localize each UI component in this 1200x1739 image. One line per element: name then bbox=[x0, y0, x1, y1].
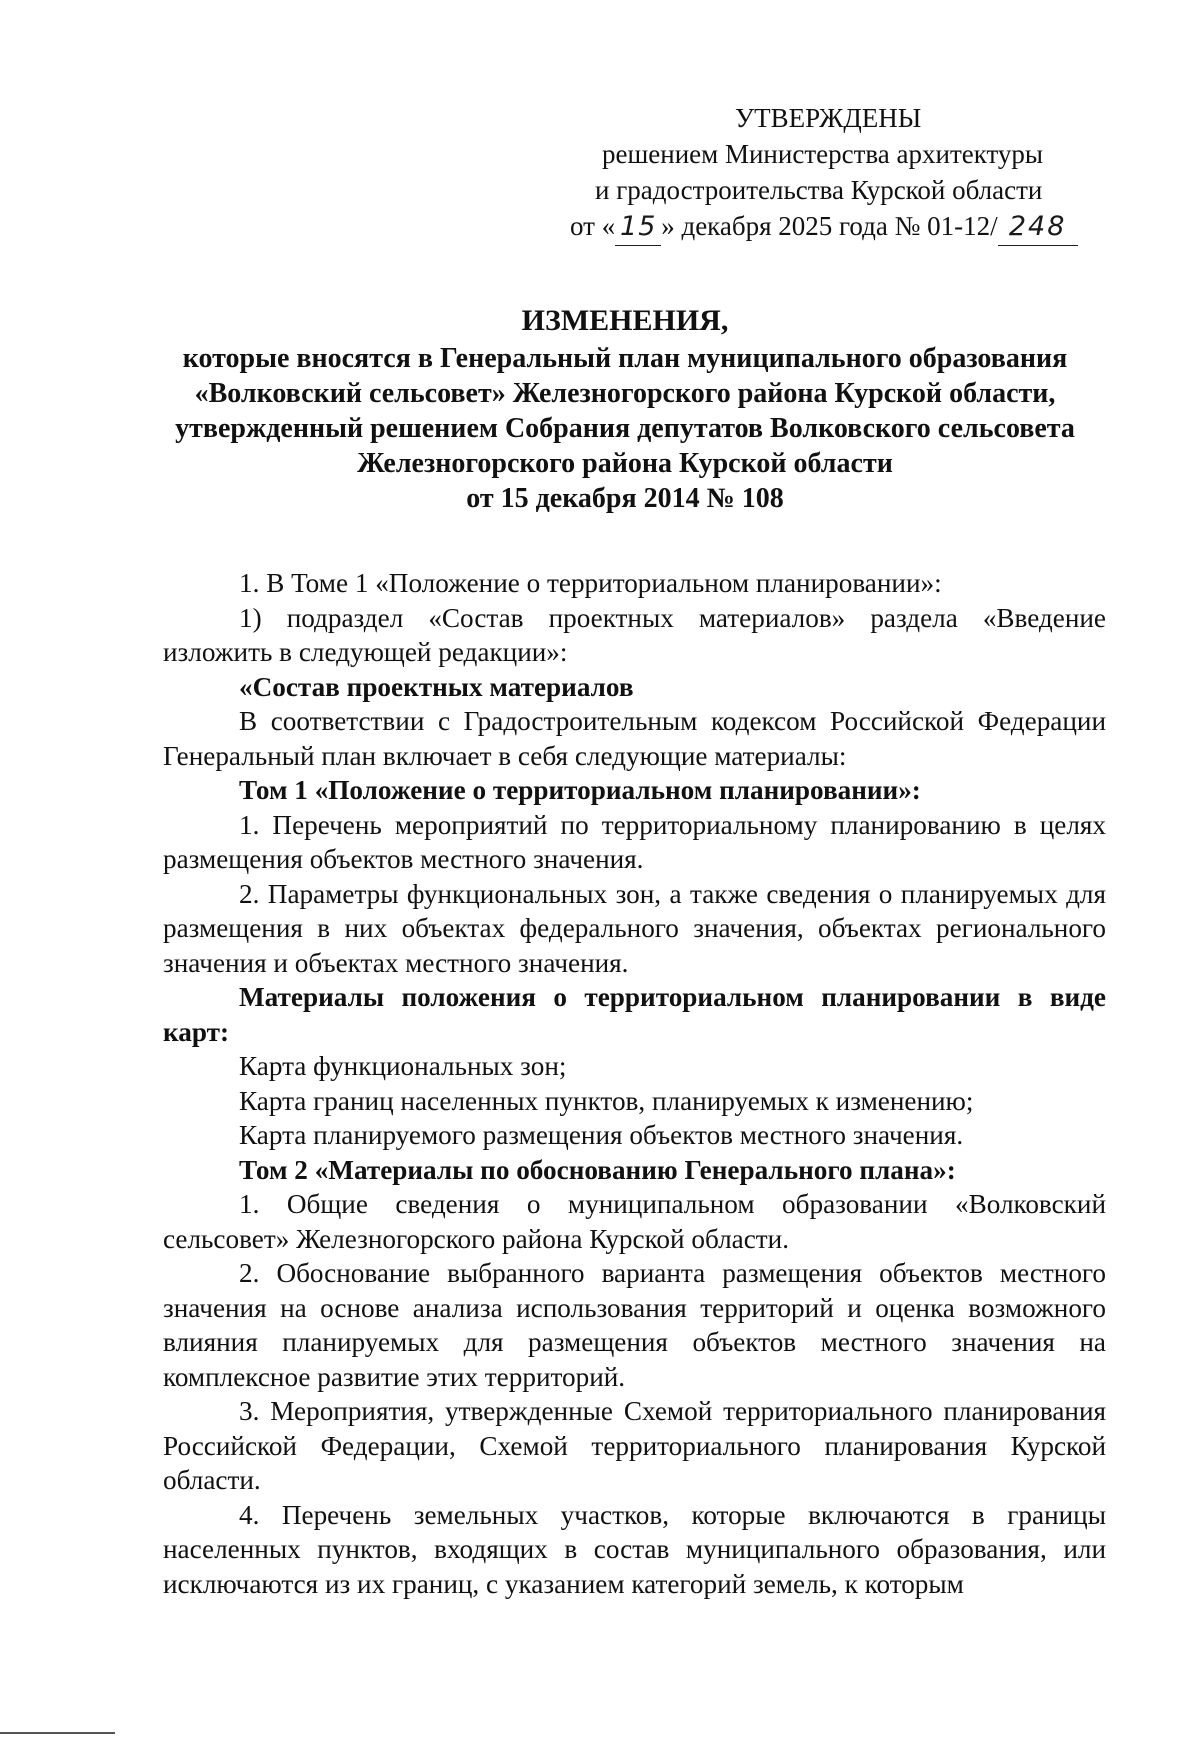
date-middle: » декабря 2025 года № 01-12/ bbox=[661, 211, 998, 241]
section-heading: «Состав проектных материалов bbox=[239, 671, 634, 702]
date-prefix: от « bbox=[570, 211, 616, 241]
footer-rule bbox=[0, 1732, 115, 1734]
paragraph: 1) подраздел «Состав проектных материалов» раздела «Введение изложить в следующей редакции»: bbox=[163, 602, 1106, 667]
list-item: 2. Обоснование выбранного варианта размещения объектов местного значения на основе анализа использования территорий и оценка возможного влияния планируемых для размещения объектов местного значения на комплексное развитие этих территорий. bbox=[163, 1258, 1106, 1392]
list-item: 3. Мероприятия, утвержденные Схемой территориального планирования Российской Федерации, Схемой территориального планирования Курской области. bbox=[163, 1396, 1106, 1495]
handwritten-day: 15 bbox=[615, 209, 661, 246]
list-item: 1. Общие сведения о муниципальном образовании «Волковский сельсовет» Железногорского района Курской области. bbox=[163, 1189, 1106, 1254]
list-item: Карта планируемого размещения объектов местного значения. bbox=[239, 1120, 964, 1150]
list-item: 2. Параметры функциональных зон, а также сведения о планируемых для размещения в них объектах федерального значения, объектах регионального значения и объектах местного значения. bbox=[163, 878, 1106, 978]
section-heading: Том 1 «Положение о территориальном планировании»: bbox=[239, 775, 921, 805]
approval-stamp bbox=[560, 100, 1120, 246]
list-item: 1. Перечень мероприятий по территориальному планированию в целях размещения объектов местного значения. bbox=[163, 809, 1106, 874]
document-body bbox=[163, 566, 1106, 1601]
list-item: 4. Перечень земельных участков, которые включаются в границы населенных пунктов, входящих в состав муниципального образования, или исключаются из их границ, с указанием категорий земель, к которым bbox=[163, 1499, 1106, 1599]
approval-heading: УТВЕРЖДЕНЫ bbox=[735, 103, 922, 133]
list-item: Карта функциональных зон; bbox=[239, 1051, 567, 1081]
approval-authority-line: и градостроительства Курской области bbox=[595, 175, 1043, 205]
document-title bbox=[150, 303, 1100, 516]
list-item: Карта границ населенных пунктов, планируемых к изменению; bbox=[239, 1085, 974, 1116]
handwritten-number: 248 bbox=[998, 209, 1078, 246]
section-heading: Том 2 «Материалы по обоснованию Генерального плана»: bbox=[239, 1154, 956, 1185]
title-line: от 15 декабря 2014 № 108 bbox=[466, 483, 784, 514]
title-line: «Волковский сельсовет» Железногорского района Курской области, bbox=[194, 378, 1056, 409]
title-line: утвержденный решением Собрания депутатов Волковского сельсовета bbox=[175, 413, 1075, 444]
title-heading: ИЗМЕНЕНИЯ, bbox=[521, 304, 729, 337]
title-line: которые вносятся в Генеральный план муниципального образования bbox=[182, 343, 1068, 374]
approval-date-line bbox=[560, 208, 1120, 246]
section-heading: Материалы положения о территориальном планировании в виде карт: bbox=[163, 982, 1106, 1047]
paragraph: 1. В Томе 1 «Положение о территориальном планировании»: bbox=[239, 568, 942, 598]
approval-authority-line: решением Министерства архитектуры bbox=[602, 139, 1044, 169]
title-line: Железногорского района Курской области bbox=[357, 448, 893, 479]
paragraph: В соответствии с Градостроительным кодексом Российской Федерации Генеральный план включает в себя следующие материалы: bbox=[163, 706, 1106, 771]
